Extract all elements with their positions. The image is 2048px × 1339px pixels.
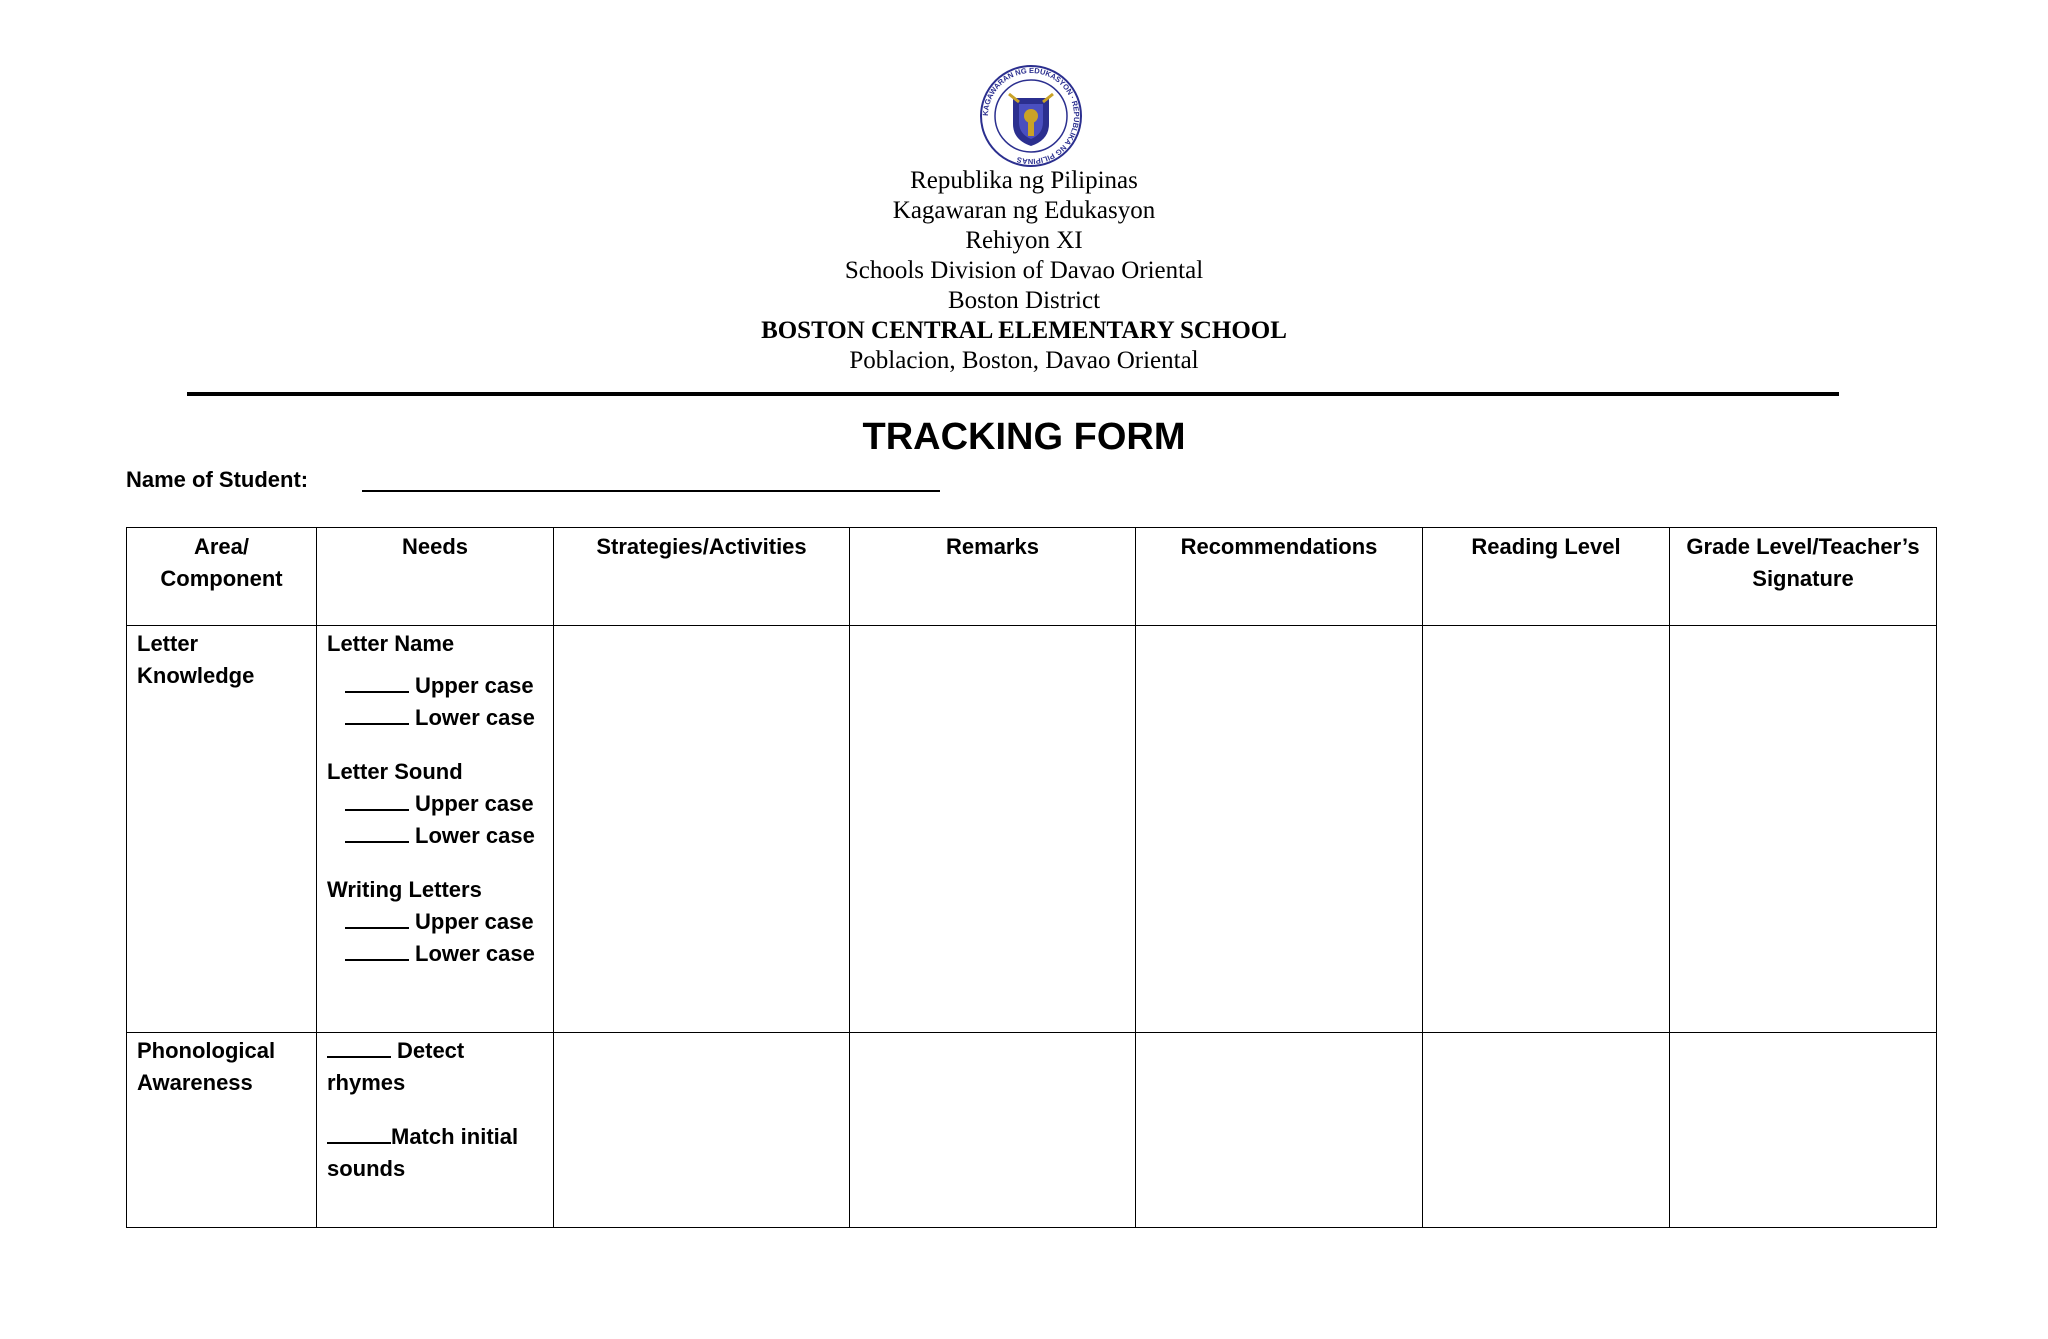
need-item: Upper case	[327, 906, 543, 938]
header-line-department: Kagawaran ng Edukasyon	[892, 197, 1156, 224]
strategies-cell[interactable]	[554, 626, 850, 1033]
school-header	[0, 166, 2048, 376]
table-row	[127, 626, 1937, 1033]
header-line-republic: Republika ng Pilipinas	[910, 167, 1138, 194]
recommendations-cell[interactable]	[1136, 1033, 1423, 1228]
checkbox-blank[interactable]	[345, 673, 409, 693]
deped-seal-logo	[979, 64, 1083, 168]
column-header-reading-level: Reading Level	[1423, 528, 1670, 626]
need-item: Upper case	[327, 670, 543, 702]
checkbox-blank[interactable]	[345, 823, 409, 843]
need-group-letter-name	[327, 628, 543, 734]
reading-level-cell[interactable]	[1423, 626, 1670, 1033]
column-header-needs: Needs	[317, 528, 554, 626]
checkbox-blank[interactable]	[345, 791, 409, 811]
header-line-division: Schools Division of Davao Oriental	[844, 257, 1204, 284]
column-header-area: Area/ Component	[127, 528, 317, 626]
signature-cell[interactable]	[1670, 626, 1937, 1033]
checkbox-blank[interactable]	[327, 1038, 391, 1058]
need-item: Match initial sounds	[327, 1124, 519, 1181]
column-header-recommendations: Recommendations	[1136, 528, 1423, 626]
need-group-writing-letters	[327, 874, 543, 970]
column-header-strategies: Strategies/Activities	[554, 528, 850, 626]
reading-level-cell[interactable]	[1423, 1033, 1670, 1228]
column-header-remarks: Remarks	[850, 528, 1136, 626]
column-header-signature: Grade Level/Teacher’s Signature	[1670, 528, 1937, 626]
checkbox-blank[interactable]	[345, 705, 409, 725]
checkbox-blank[interactable]	[327, 1124, 391, 1144]
table-header-row	[127, 528, 1937, 626]
table-row	[127, 1033, 1937, 1228]
header-divider	[187, 392, 1839, 396]
need-item: Upper case	[327, 788, 543, 820]
need-item: Lower case	[327, 820, 543, 852]
tracking-table	[126, 527, 1937, 1228]
need-group-title: Letter Name	[327, 631, 455, 656]
header-line-district: Boston District	[947, 287, 1101, 314]
student-name-blank-line[interactable]	[362, 490, 940, 492]
needs-cell	[317, 1033, 554, 1228]
school-address: Poblacion, Boston, Davao Oriental	[849, 347, 1199, 374]
need-item: Lower case	[327, 702, 543, 734]
form-title: TRACKING FORM	[862, 416, 1186, 458]
school-name: BOSTON CENTRAL ELEMENTARY SCHOOL	[761, 317, 1287, 344]
student-name-label: Name of Student:	[126, 467, 309, 492]
remarks-cell[interactable]	[850, 1033, 1136, 1228]
recommendations-cell[interactable]	[1136, 626, 1423, 1033]
checkbox-blank[interactable]	[345, 909, 409, 929]
need-item: Lower case	[327, 938, 543, 970]
area-cell: Phonological Awareness	[127, 1033, 317, 1228]
checkbox-blank[interactable]	[345, 941, 409, 961]
area-cell: Letter Knowledge	[127, 626, 317, 1033]
strategies-cell[interactable]	[554, 1033, 850, 1228]
need-group-letter-sound	[327, 756, 543, 852]
signature-cell[interactable]	[1670, 1033, 1937, 1228]
needs-cell	[317, 626, 554, 1033]
need-group-title: Letter Sound	[327, 759, 463, 784]
remarks-cell[interactable]	[850, 626, 1136, 1033]
header-line-region: Rehiyon XI	[965, 227, 1083, 254]
need-item: Detect rhymes	[327, 1038, 465, 1095]
need-group-title: Writing Letters	[327, 877, 482, 902]
svg-text:KAGAWARAN NG EDUKASYON · REPUB: KAGAWARAN NG EDUKASYON · REPUBLIKA NG PILIPINAS	[980, 65, 1082, 167]
